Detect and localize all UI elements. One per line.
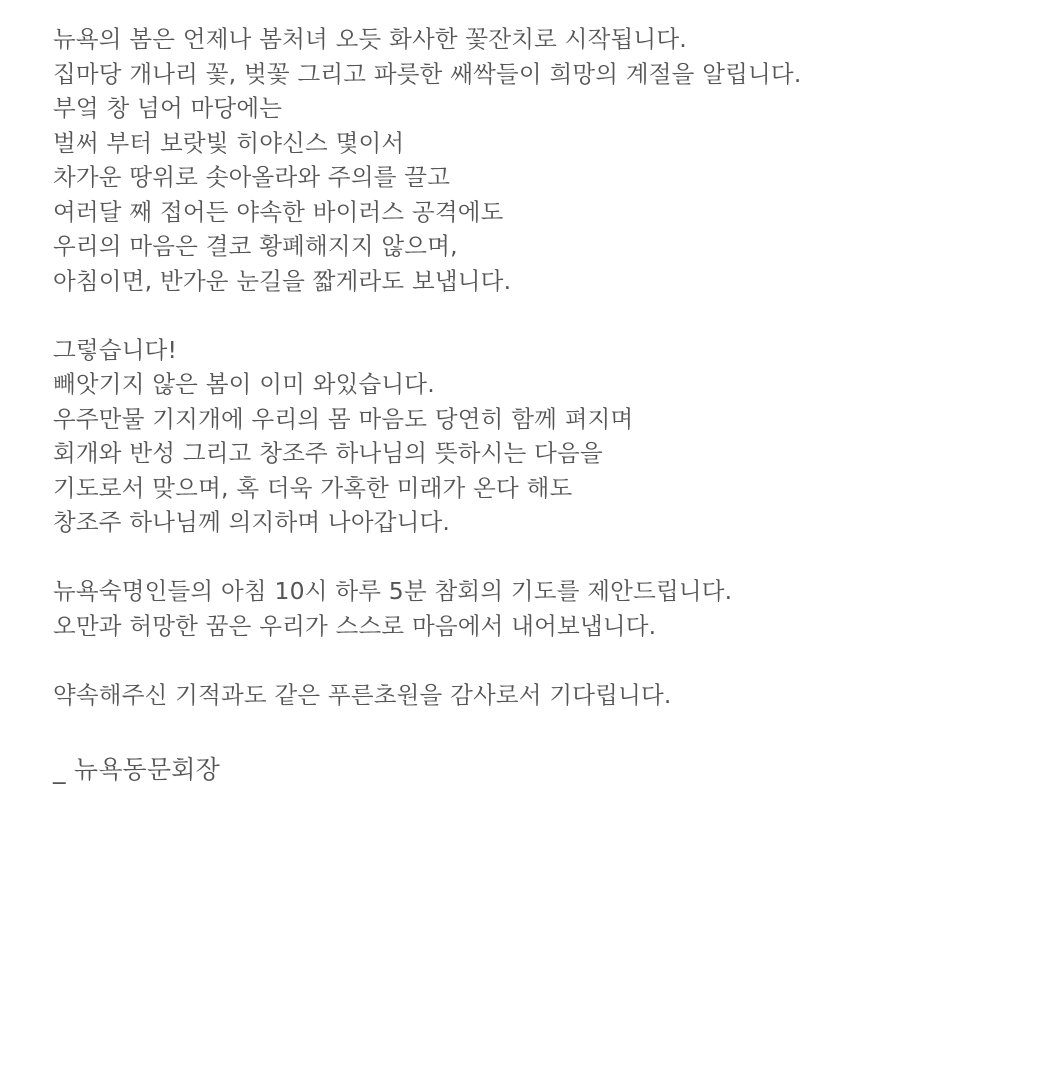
paragraph-gap [53,643,1043,678]
text-line: 차가운 땅위로 솟아올라와 주의를 끌고 [53,163,451,191]
text-line: 아침이면, 반가운 눈길을 짧게라도 보냅니다. [53,266,512,295]
paragraph-gap [53,540,1043,575]
text-line: 회개와 반성 그리고 창조주 하나님의 뜻하시는 다음을 [53,439,603,468]
letter-document [53,22,1043,790]
text-line: 우리의 마음은 결코 황폐해지지 않으며, [53,232,458,260]
paragraph-spring-arrived [53,333,1043,540]
text-line: 빼앗기지 않은 봄이 이미 와있습니다. [53,370,435,399]
paragraph-gap [53,298,1043,333]
text-line: 벌써 부터 보랏빛 히야신스 몇이서 [53,128,405,157]
text-line: 여러달 째 접어든 야속한 바이러스 공격에도 [53,197,504,226]
signature: _ 뉴욕동문회장 [53,754,220,784]
paragraph-closing [53,678,1043,713]
text-line: 약속해주신 기적과도 같은 푸른초원을 감사로서 기다립니다. [53,680,672,709]
text-line: 기도로서 맞으며, 혹 더욱 가혹한 미래가 온다 해도 [53,473,573,502]
paragraph-prayer-proposal [53,574,1043,643]
text-line: 집마당 개나리 꽃, 벚꽃 그리고 파릇한 쌔싹들이 희망의 계절을 알립니다. [53,59,802,88]
text-line: 창조주 하나님께 의지하며 나아갑니다. [53,508,451,537]
text-line: 부엌 창 넘어 마당에는 [53,94,283,122]
text-line: 그렇습니다! [53,335,178,364]
paragraph-gap [53,712,1043,747]
paragraph-spring-intro [53,22,1043,298]
text-line: 뉴욕숙명인들의 아침 10시 하루 5분 참회의 기도를 제안드립니다. [53,577,733,606]
text-line: 우주만물 기지개에 우리의 몸 마음도 당연히 함께 펴지며 [53,404,634,433]
text-line: 오만과 허망한 꿈은 우리가 스스로 마음에서 내어보냅니다. [53,611,657,640]
text-line: 뉴욕의 봄은 언제나 봄처녀 오듯 화사한 꽃잔치로 시작됩니다. [53,25,687,53]
